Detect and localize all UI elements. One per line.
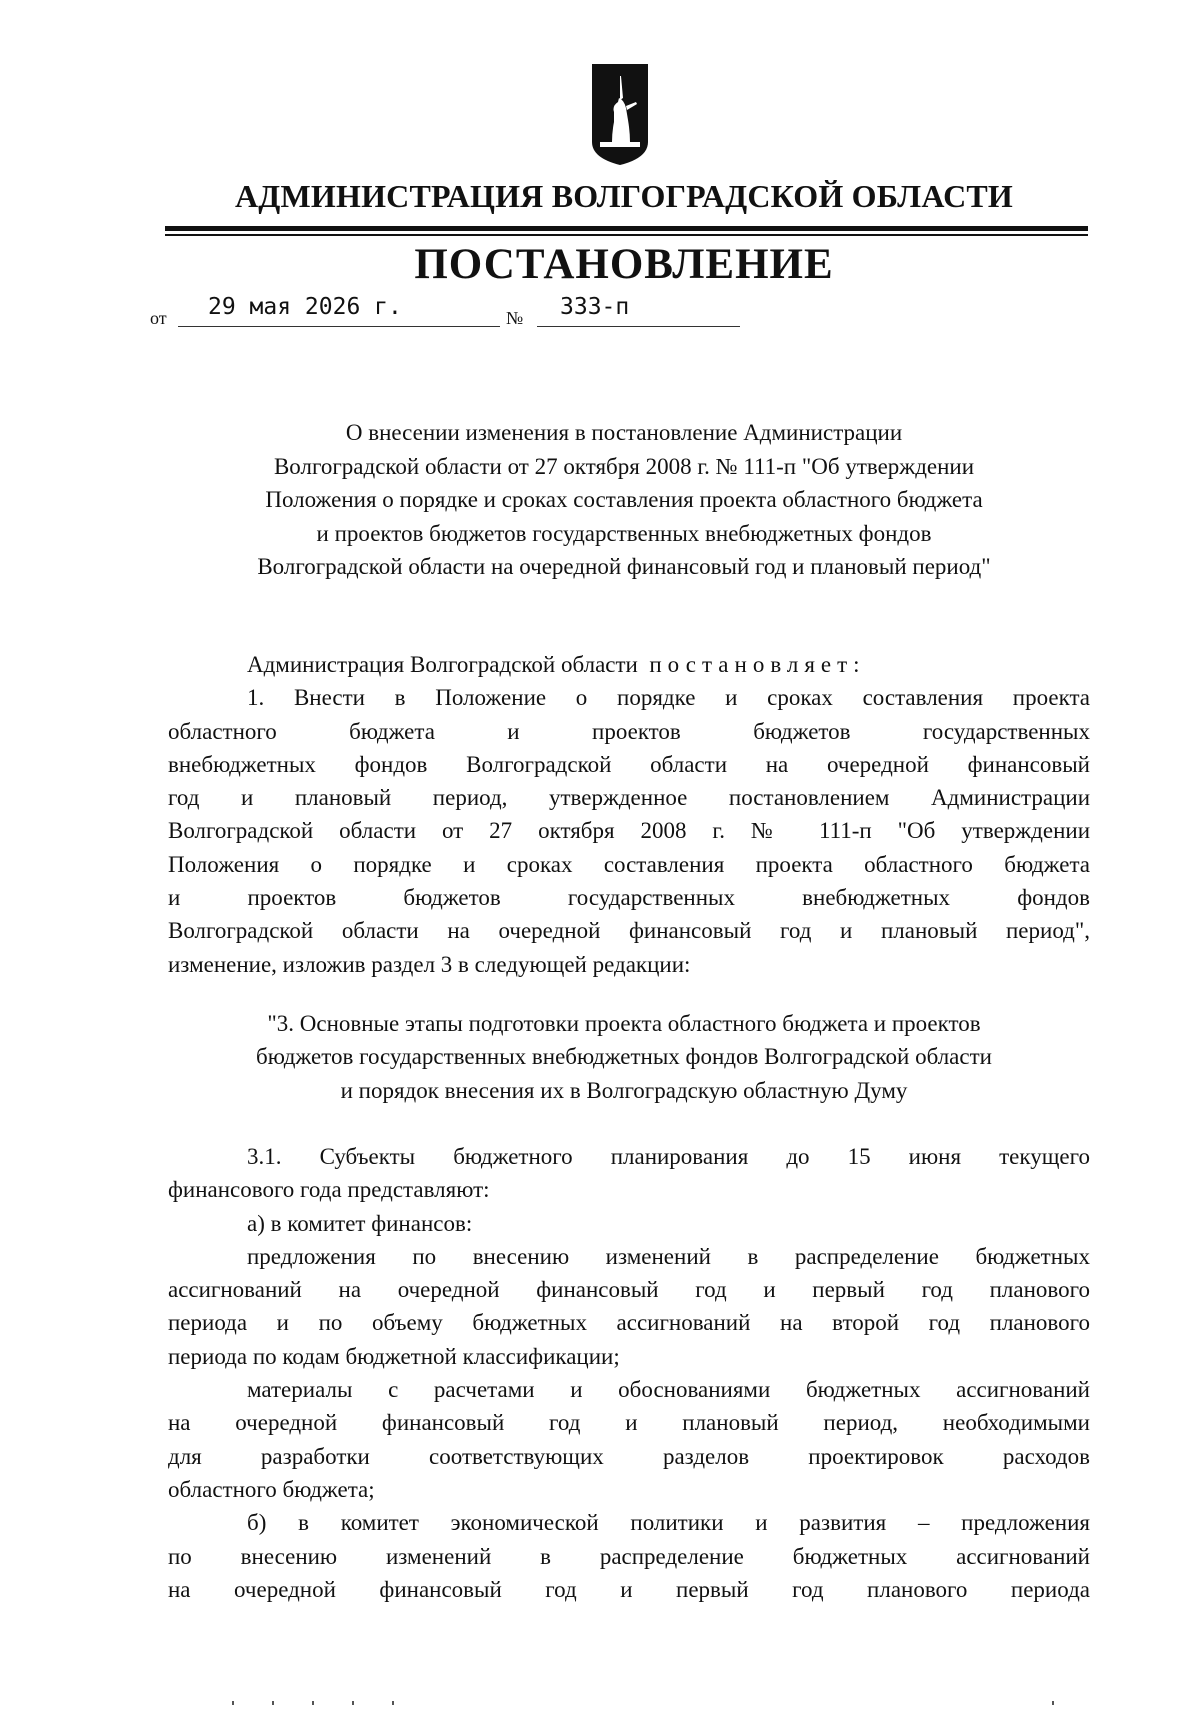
document-type: ПОСТАНОВЛЕНИЕ (414, 241, 834, 288)
pb-line: б) в комитет экономической политики и развития – предложения (247, 1510, 1090, 1536)
section-title-line: "3. Основные этапы подготовки проекта областного бюджета и проектов (267, 1011, 981, 1036)
materials-line: материалы с расчетами и обоснованиями бюджетных ассигнований (247, 1377, 1090, 1403)
pa-line: а) в комитет финансов: (247, 1210, 473, 1236)
p31-line: 3.1. Субъекты бюджетного планирования до 15 июня текущего (247, 1144, 1090, 1169)
item1-line: 1. Внести в Положение о порядке и сроках составления проекта (247, 685, 1090, 711)
item1-line: Волгоградской области от 27 октября 2008 г. № 111-п "Об утверждении (168, 818, 1090, 844)
proposals-line: ассигнований на очередной финансовый год и первый год планового (168, 1277, 1090, 1303)
title-line: и проектов бюджетов государственных внебюджетных фондов (316, 520, 932, 546)
title-line: О внесении изменения в постановление Администрации (345, 420, 903, 445)
header-rule-thick (165, 226, 1088, 231)
materials-line: для разработки соответствующих разделов проектировок расходов (168, 1443, 1090, 1469)
pb-line: на очередной финансовый год и первый год планового периода (168, 1576, 1090, 1602)
scan-mark (352, 1701, 354, 1705)
coat-of-arms-emblem (590, 62, 650, 167)
scan-mark (312, 1701, 314, 1705)
scan-mark (232, 1701, 234, 1705)
item1-line: изменение, изложив раздел 3 в следующей редакции: (168, 951, 691, 977)
preamble-text: Администрация Волгоградской области (247, 652, 638, 677)
number-label: № (506, 308, 524, 328)
preamble-line (168, 648, 1090, 681)
date-underline (178, 326, 500, 327)
section-title-line: бюджетов государственных внебюджетных фондов Волгоградской области (256, 1044, 992, 1070)
proposals-line: периода и по объему бюджетных ассигнований на второй год планового (168, 1310, 1090, 1336)
section-title (150, 1007, 1098, 1107)
item1-line: Волгоградской области на очередной финансовый год и плановый период", (168, 918, 1090, 944)
organization-name: АДМИНИСТРАЦИЯ ВОЛГОГРАДСКОЙ ОБЛАСТИ (234, 178, 1014, 214)
date-label: от (150, 308, 167, 328)
item1-line: год и плановый период, утвержденное постановлением Администрации (168, 785, 1090, 811)
section-title-line: и порядок внесения их в Волгоградскую областную Думу (340, 1077, 908, 1103)
document-title (150, 416, 1098, 584)
item1-line: внебюджетных фондов Волгоградской области на очередной финансовый (168, 751, 1090, 777)
materials-line: на очередной финансовый год и плановый период, необходимыми (168, 1410, 1090, 1436)
item1-line: Положения о порядке и сроках составления проекта областного бюджета (168, 851, 1090, 877)
scan-mark (272, 1701, 274, 1705)
item1-line: и проектов бюджетов государственных внебюджетных фондов (168, 885, 1090, 911)
p31-line: финансового года представляют: (168, 1177, 490, 1203)
header-rule-thin (165, 234, 1088, 236)
materials-line: областного бюджета; (168, 1476, 375, 1502)
scan-mark (392, 1701, 394, 1705)
pb-line: по внесению изменений в распределение бюджетных ассигнований (168, 1543, 1090, 1569)
item1-line: областного бюджета и проектов бюджетов государственных (168, 718, 1090, 744)
section-body (168, 1140, 1090, 1606)
scan-mark (1052, 1701, 1054, 1705)
title-line: Волгоградской области от 27 октября 2008 г. № 111-п "Об утверждении (273, 453, 975, 479)
title-line: Положения о порядке и сроках составления проекта областного бюджета (265, 487, 983, 512)
date-value: 29 мая 2026 г. (208, 294, 402, 320)
decree-body (168, 648, 1090, 981)
number-underline (537, 326, 740, 327)
title-line: Волгоградской области на очередной финансовый год и плановый период" (257, 554, 991, 579)
number-value: 333-п (560, 294, 630, 320)
decree-word: постановляет: (649, 652, 866, 677)
proposals-line: предложения по внесению изменений в распределение бюджетных (247, 1243, 1090, 1269)
proposals-line: периода по кодам бюджетной классификации; (168, 1343, 620, 1369)
